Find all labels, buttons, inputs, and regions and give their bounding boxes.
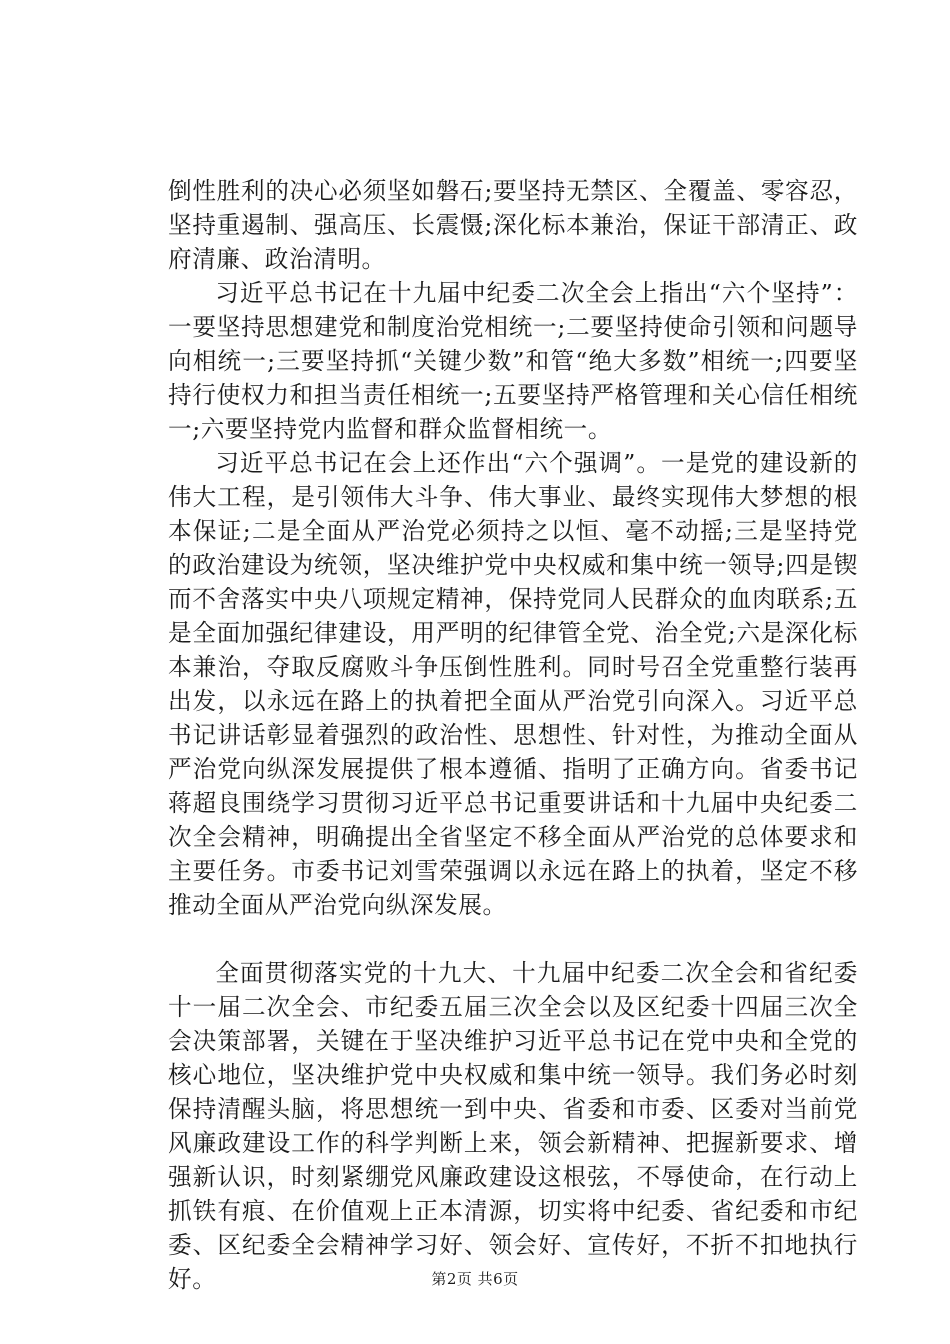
paragraph-six-persistences: 习近平总书记在十九届中纪委二次全会上指出“六个坚持”：一要坚持思想建党和制度治党相统一;二要坚持使命引领和问题导向相统一;三要坚持抓“关键少数”和管“绝大多数”相统一;四要坚持行使权力和担当责任相统一;五要坚持严格管理和关心信任相统一;六要坚持党内监督和群众监督相统一。 bbox=[168, 279, 858, 443]
paragraph-continuation: 倒性胜利的决心必须坚如磐石;要坚持无禁区、全覆盖、零容忍，坚持重遏制、强高压、长震慑;深化标本兼治，保证干部清正、政府清廉、政治清明。 bbox=[168, 177, 858, 273]
document-body bbox=[168, 174, 858, 1296]
paragraph-implementation: 全面贯彻落实党的十九大、十九届中纪委二次全会和省纪委十一届二次全会、市纪委五届三次全会以及区纪委十四届三次全会决策部署，关键在于坚决维护习近平总书记在党中央和全党的核心地位，坚决维护党中央权威和集中统一领导。我们务必时刻保持清醒头脑，将思想统一到中央、省委和市委、区委对当前党风廉政建设工作的科学判断上来，领会新精神、把握新要求、增强新认识，时刻紧绷党风廉政建设这根弦，不辱使命，在行动上抓铁有痕、在价值观上正本清源，切实将中纪委、省纪委和市纪委、区纪委全会精神学习好、领会好、宣传好，不折不扣地执行好。 bbox=[168, 959, 858, 1293]
page-number-footer: 第2页 共6页 bbox=[431, 1270, 519, 1288]
paragraph-six-emphases: 习近平总书记在会上还作出“六个强调”。一是党的建设新的伟大工程，是引领伟大斗争、伟大事业、最终实现伟大梦想的根本保证;二是全面从严治党必须持之以恒、毫不动摇;三是坚持党的政治建设为统领，坚决维护党中央权威和集中统一领导;四是锲而不舍落实中央八项规定精神，保持党同人民群众的血肉联系;五是全面加强纪律建设，用严明的纪律管全党、治全党;六是深化标本兼治，夺取反腐败斗争压倒性胜利。同时号召全党重整行装再出发，以永远在路上的执着把全面从严治党引向深入。习近平总书记讲话彰显着强烈的政治性、思想性、针对性，为推动全面从严治党向纵深发展提供了根本遵循、指明了正确方向。省委书记蒋超良围绕学习贯彻习近平总书记重要讲话和十九届中央纪委二次全会精神，明确提出全省坚定不移全面从严治党的总体要求和主要任务。市委书记刘雪荣强调以永远在路上的执着，坚定不移推动全面从严治党向纵深发展。 bbox=[168, 449, 858, 919]
